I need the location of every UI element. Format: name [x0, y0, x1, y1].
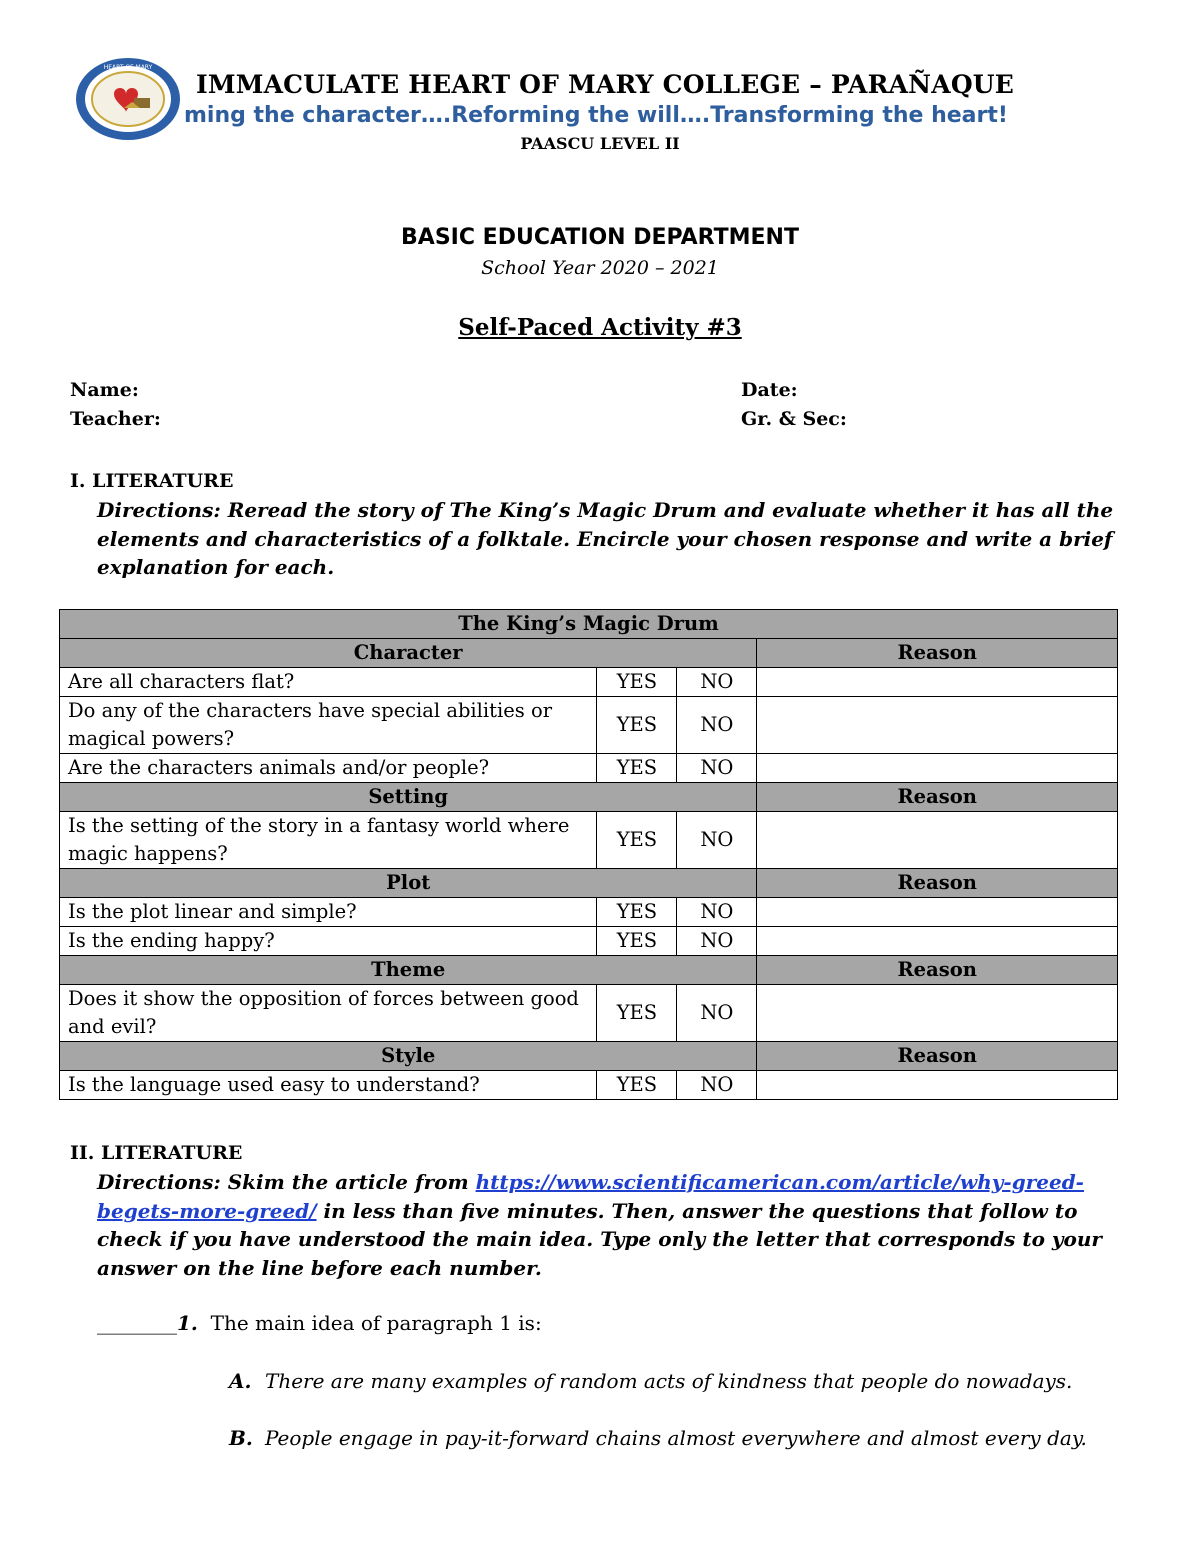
answer-blank[interactable]: ________: [97, 1311, 177, 1335]
yes-option[interactable]: YES: [597, 668, 677, 697]
category-header-row: [60, 783, 1118, 812]
name-label: Name:: [70, 379, 139, 401]
category-header-row: [60, 956, 1118, 985]
section-2-directions: [97, 1168, 1127, 1282]
table-row: [60, 754, 1118, 783]
table-row: [60, 668, 1118, 697]
article-link[interactable]: https://www.scientificamerican.com/article/why-greed-begets-more-greed/: [97, 1170, 1084, 1223]
school-name: IMMACULATE HEART OF MARY COLLEGE – PARAÑAQUE: [195, 70, 1015, 99]
reason-cell[interactable]: [757, 985, 1118, 1042]
choice-a: [229, 1367, 1129, 1396]
reason-heading: Reason: [757, 1042, 1118, 1071]
no-option[interactable]: NO: [677, 668, 757, 697]
directions-text: Directions: Skim the article from: [97, 1170, 476, 1194]
question-text: The main idea of paragraph 1 is:: [210, 1311, 542, 1335]
yes-option[interactable]: YES: [597, 927, 677, 956]
table-row: [60, 697, 1118, 754]
reason-cell[interactable]: [757, 697, 1118, 754]
reason-cell[interactable]: [757, 754, 1118, 783]
yes-option[interactable]: YES: [597, 812, 677, 869]
category-header-row: [60, 1042, 1118, 1071]
question-cell: Is the ending happy?: [60, 927, 597, 956]
category-heading: Character: [60, 639, 757, 668]
reason-cell[interactable]: [757, 1071, 1118, 1100]
yes-option[interactable]: YES: [597, 697, 677, 754]
reason-heading: Reason: [757, 956, 1118, 985]
department-title: BASIC EDUCATION DEPARTMENT: [401, 225, 799, 250]
table-row: [60, 927, 1118, 956]
no-option[interactable]: NO: [677, 754, 757, 783]
school-logo: [74, 56, 182, 142]
choice-letter: A.: [229, 1369, 252, 1393]
yes-option[interactable]: YES: [597, 754, 677, 783]
teacher-label: Teacher:: [70, 408, 161, 430]
no-option[interactable]: NO: [677, 898, 757, 927]
question-cell: Does it show the opposition of forces between good and evil?: [60, 985, 597, 1042]
section-1-title: I. LITERATURE: [70, 470, 234, 492]
section-1-directions: Directions: Reread the story of The King’s Magic Drum and evaluate whether it has all the elements and characteristics of a folktale. Encircle your chosen response and write a brief explanation for each.: [97, 498, 1114, 579]
reason-heading: Reason: [757, 639, 1118, 668]
category-heading: Setting: [60, 783, 757, 812]
no-option[interactable]: NO: [677, 812, 757, 869]
category-heading: Plot: [60, 869, 757, 898]
question-cell: Is the language used easy to understand?: [60, 1071, 597, 1100]
choice-text: There are many examples of random acts of kindness that people do nowadays.: [265, 1369, 1073, 1393]
table-row: [60, 812, 1118, 869]
question-cell: Are the characters animals and/or people?: [60, 754, 597, 783]
yes-option[interactable]: YES: [597, 985, 677, 1042]
reason-cell[interactable]: [757, 898, 1118, 927]
school-motto: ming the character….Reforming the will….Transforming the heart!: [184, 103, 1008, 128]
no-option[interactable]: NO: [677, 927, 757, 956]
reason-cell[interactable]: [757, 812, 1118, 869]
category-heading: Theme: [60, 956, 757, 985]
grade-section-label: Gr. & Sec:: [741, 408, 847, 430]
choice-letter: B.: [229, 1426, 253, 1450]
yes-option[interactable]: YES: [597, 898, 677, 927]
no-option[interactable]: NO: [677, 1071, 757, 1100]
question-cell: Are all characters flat?: [60, 668, 597, 697]
accreditation-level: PAASCU LEVEL II: [520, 134, 680, 153]
question-cell: Do any of the characters have special abilities or magical powers?: [60, 697, 597, 754]
table-row: [60, 898, 1118, 927]
date-label: Date:: [741, 379, 798, 401]
table-title-row: [60, 610, 1118, 639]
reason-heading: Reason: [757, 783, 1118, 812]
school-year: School Year 2020 – 2021: [481, 257, 719, 279]
folktale-evaluation-table: [59, 609, 1118, 1100]
question-number: 1.: [177, 1311, 198, 1335]
yes-option[interactable]: YES: [597, 1071, 677, 1100]
category-header-row: [60, 639, 1118, 668]
no-option[interactable]: NO: [677, 697, 757, 754]
category-heading: Style: [60, 1042, 757, 1071]
svg-text:HEART OF MARY: HEART OF MARY: [103, 64, 153, 71]
question-1: [97, 1311, 542, 1335]
directions-text: in less than five minutes. Then, answer the questions that follow to check if you have understood the main idea. Type only the letter that corresponds to your answer on the line before each number.: [97, 1198, 1102, 1280]
activity-title: Self-Paced Activity #3: [458, 314, 742, 341]
table-title: The King’s Magic Drum: [60, 610, 1118, 639]
table-row: [60, 985, 1118, 1042]
section-2-title: II. LITERATURE: [70, 1142, 243, 1164]
choice-text: People engage in pay-it-forward chains almost everywhere and almost every day.: [265, 1426, 1087, 1450]
no-option[interactable]: NO: [677, 985, 757, 1042]
category-header-row: [60, 869, 1118, 898]
school-seal-icon: [74, 56, 182, 142]
reason-heading: Reason: [757, 869, 1118, 898]
reason-cell[interactable]: [757, 927, 1118, 956]
choice-b: [229, 1424, 1129, 1453]
reason-cell[interactable]: [757, 668, 1118, 697]
question-cell: Is the setting of the story in a fantasy world where magic happens?: [60, 812, 597, 869]
question-cell: Is the plot linear and simple?: [60, 898, 597, 927]
table-row: [60, 1071, 1118, 1100]
